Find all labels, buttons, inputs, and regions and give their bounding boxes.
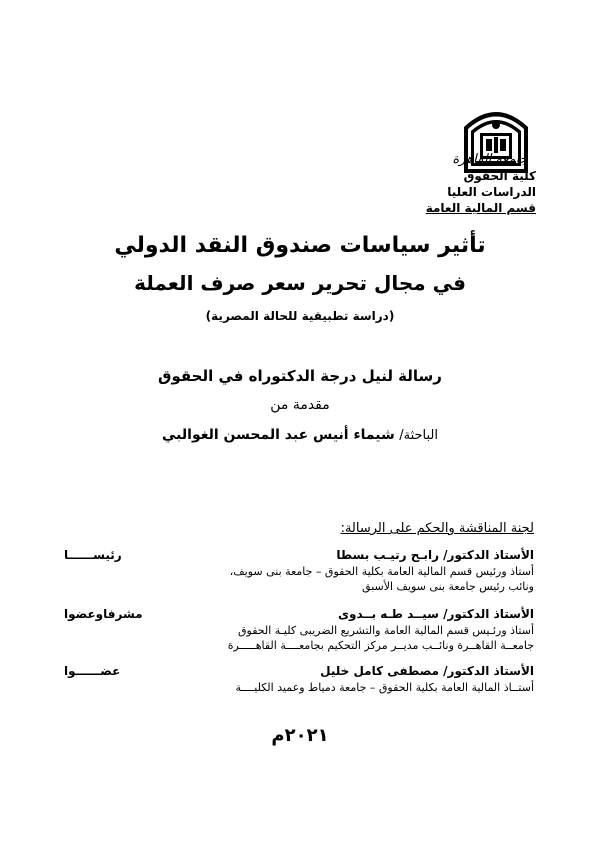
researcher-line [0, 426, 600, 445]
member-description: أستــاذ المالية العامة بكلية الحقوق – جامعة دمياط وعميد الكليــــة [235, 681, 534, 694]
member-role: مشرفاوعضوا [64, 607, 143, 621]
thesis-subtitle: (دراسة تطبيقية للحالة المصرية) [205, 309, 395, 323]
member-description: ونائب رئيس جامعة بنى سويف الأسبق [362, 580, 534, 593]
committee-member [64, 662, 534, 695]
graduate-studies: الدراسات العليا [447, 185, 536, 199]
degree-purpose: رسالة لنيل درجة الدكتوراه في الحقوق [158, 367, 442, 385]
thesis-title-line2: في مجال تحرير سعر صرف العملة [134, 271, 466, 295]
researcher-name: شيماء أنيس عبد المحسن الغوالبي [162, 427, 395, 443]
committee-member [64, 546, 534, 594]
member-description: أستاذ ورئيس قسم المالية العامة بكلية الحقوق – جامعة بنى سويف، [229, 565, 534, 578]
committee-member [64, 605, 534, 653]
member-name: الأستاذ الدكتور/ رابـح رتيـب بسطا [336, 548, 534, 562]
member-name: الأستاذ الدكتور/ مصطفى كامل خليل [320, 664, 534, 678]
researcher-label: الباحثة/ [399, 428, 438, 443]
faculty-block [396, 168, 536, 216]
member-name: الأستاذ الدكتور/ سيــد طـه بــدوى [338, 607, 534, 621]
member-description: جامعــة القاهــرة ونائــب مديــر مركز التحكيم بجامعــــة القاهـــــرة [227, 639, 534, 652]
member-role: عضــــــوا [64, 664, 121, 678]
thesis-title-line1: تأثير سياسات صندوق النقد الدولي [114, 233, 486, 258]
faculty-name: كلية الحقوق [463, 169, 536, 183]
department-name: قسم المالية العامة [425, 201, 536, 215]
year: ٢٠٢١م [271, 725, 329, 746]
member-role: رئيســــــا [64, 548, 122, 562]
presented-by: مقدمة من [270, 397, 330, 413]
logo-caption-text: جامعة القاهرة [452, 152, 528, 167]
member-description: أستاذ ورئـيس قسم المالية العامة والتشريع الضريبى كليـة الحقوق [237, 624, 534, 637]
committee-heading: لجنة المناقشة والحكم على الرسالة: [340, 521, 534, 536]
